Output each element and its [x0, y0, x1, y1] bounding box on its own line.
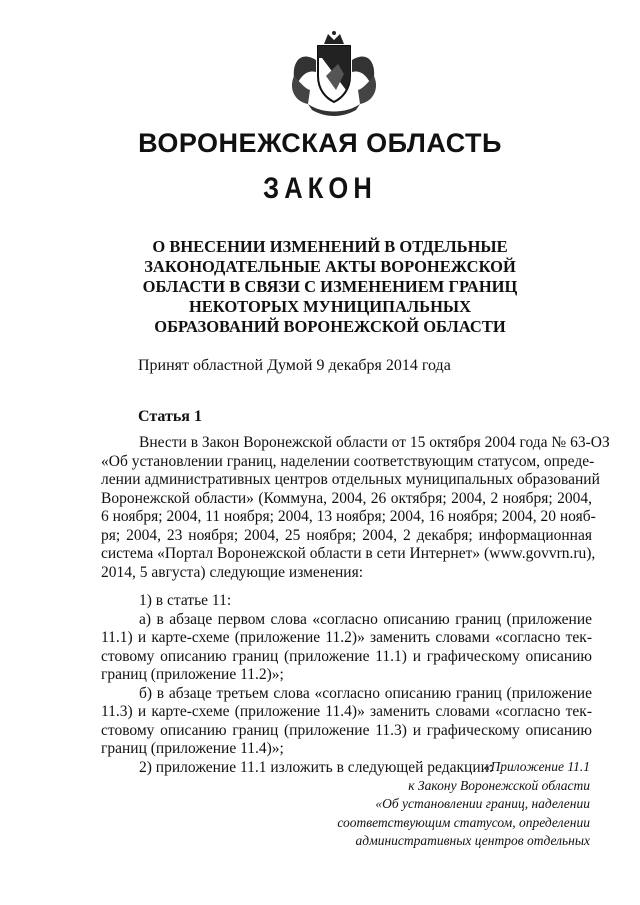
amendment-line: границ (приложение 11.4)»; [101, 740, 284, 757]
text-line: Воронежской области» (Коммуна, 2004, 26 октября; 2004, 2 ноября; 2004, [101, 489, 592, 507]
amendment-line: а) в абзаце первом слова «согласно описанию границ (приложение [139, 610, 592, 628]
appendix-line: «Приложение 11.1 [483, 759, 590, 774]
text-line: 6 ноября; 2004, 11 ноября; 2004, 13 ноября; 2004, 16 ноября; 2004, 20 нояб- [101, 508, 596, 525]
subtitle-line: ОБРАЗОВАНИЙ ВОРОНЕЖСКОЙ ОБЛАСТИ [154, 317, 506, 336]
text-line: «Об установлении границ, наделении соответствующим статусом, опреде- [101, 452, 595, 470]
region-title: ВОРОНЕЖСКАЯ ОБЛАСТЬ [138, 128, 502, 158]
amendment-line: границ (приложение 11.2)»; [101, 666, 284, 683]
amendment-line: стовому описанию границ (приложение 11.1) и графическому описанию [101, 647, 592, 665]
article-heading: Статья 1 [138, 408, 202, 425]
amendment-line: 11.3) и карте-схеме (приложение 11.4)» заменить словами «согласно тек- [101, 703, 592, 720]
amendment-line: стовому описанию границ (приложение 11.3) и графическому описанию [101, 721, 592, 739]
law-subtitle [140, 237, 520, 337]
adoption-statement: Принят областной Думой 9 декабря 2014 года [138, 357, 451, 374]
subtitle-line: ЗАКОНОДАТЕЛЬНЫЕ АКТЫ ВОРОНЕЖСКОЙ [144, 257, 516, 276]
amendment-line: 1) в статье 11: [139, 592, 232, 609]
law-title: ЗАКОН [263, 172, 377, 205]
coat-of-arms-emblem [286, 30, 382, 116]
amendments-list [101, 592, 592, 777]
amendment-line: б) в абзаце третьем слова «согласно описанию границ (приложение [139, 684, 592, 702]
subtitle-line: О ВНЕСЕНИИ ИЗМЕНЕНИЙ В ОТДЕЛЬНЫЕ [152, 237, 508, 256]
appendix-reference [290, 758, 590, 851]
amendment-line: 11.1) и карте-схеме (приложение 11.2)» заменить словами «согласно тек- [101, 629, 592, 646]
text-line: Внести в Закон Воронежской области от 15 октября 2004 года № 63-ОЗ [139, 434, 610, 451]
text-line: ря; 2004, 23 ноября; 2004, 25 ноября; 2004, 2 декабря; информационная [101, 526, 592, 544]
appendix-line: к Закону Воронежской области [408, 777, 590, 793]
appendix-line: административных центров отдельных [355, 833, 590, 848]
text-line: лении административных центров отдельных муниципальных образований [101, 471, 600, 488]
appendix-line: соответствующим статусом, определении [337, 814, 590, 830]
text-line: 2014, 5 августа) следующие изменения: [101, 563, 364, 581]
subtitle-line: НЕКОТОРЫХ МУНИЦИПАЛЬНЫХ [188, 297, 472, 316]
text-line: система «Портал Воронежской области в сети Интернет» (www.govvrn.ru), [101, 545, 596, 562]
article-intro-paragraph [101, 434, 610, 582]
subtitle-line: ОБЛАСТИ В СВЯЗИ С ИЗМЕНЕНИЕМ ГРАНИЦ [142, 277, 518, 296]
appendix-line: «Об установлении границ, наделении [375, 796, 590, 811]
amendment-line: 2) приложение 11.1 изложить в следующей редакции: [139, 758, 494, 776]
